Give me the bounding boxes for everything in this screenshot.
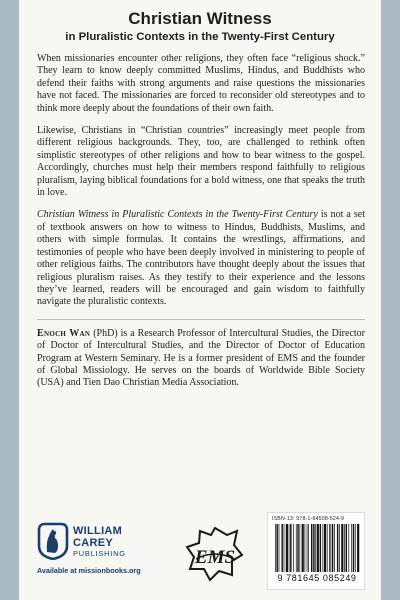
publisher-name-line1: WILLIAM bbox=[73, 525, 123, 537]
blurb bbox=[37, 53, 365, 400]
barcode-bars bbox=[274, 524, 360, 572]
barcode bbox=[267, 512, 365, 590]
ems-logo-text: EMS bbox=[194, 547, 236, 568]
author-bio bbox=[37, 328, 365, 390]
blurb-paragraph-3 bbox=[37, 209, 365, 308]
publisher-name-line3: PUBLISHING bbox=[73, 549, 126, 558]
barcode-digits: 9 781645 085249 bbox=[277, 573, 357, 583]
blurb-paragraph-2: Likewise, Christians in “Christian countries” increasingly meet people from different religious backgrounds. They, too, are challenged to rethink often simplistic stereotypes of other religions and how to bear witness to the gospel. Accordingly, churches must help their members respond faithfully to religious pluralism, laying biblical foundations for a bold witness, one that speaks the truth in love. bbox=[37, 125, 365, 199]
publisher-name-line2: CAREY bbox=[73, 537, 114, 549]
divider bbox=[37, 319, 365, 320]
book-subtitle: in Pluralistic Contexts in the Twenty-First Century bbox=[65, 31, 335, 43]
publisher-website: Available at missionbooks.org bbox=[37, 566, 141, 575]
publisher-logo bbox=[37, 522, 157, 582]
back-cover bbox=[19, 0, 381, 600]
publisher-emblem-icon bbox=[37, 522, 69, 560]
author-bio-text: (PhD) is a Research Professor of Intercultural Studies, the Director of Doctor of Intercultural Studies, and the Director of Doctor of Education Program at Western Seminary. He is a former president of EMS and the founder of Global Missiology. He serves on the boards of Worldwide Bible Society (USA) and Tien Dao Christian Media Association. bbox=[37, 327, 365, 389]
blurb-paragraph-1: When missionaries encounter other religions, they often face “religious shock.” They learn to know deeply committed Muslims, Hindus, and Buddhists who defend their faiths with strong arguments and raise questions the missionaries have not faced. The missionaries are forced to reconsider old stereotypes and to think more deeply about the foundations of their own faith. bbox=[37, 53, 365, 114]
book-title: Christian Witness bbox=[128, 9, 272, 28]
isbn-label: ISBN-13: 978-1-64508-524-9 bbox=[272, 516, 345, 522]
ems-logo bbox=[184, 525, 246, 583]
blurb-paragraph-3-text: is not a set of textbook answers on how to witness to Hindus, Buddhists, Muslims, and others with simple formulas. It contains the wrestlings, affirmations, and testimonies of people who have been deeply involved in ministering to people of other religious faiths. The contributors have thought deeply about the issues that religious pluralism raises. As they testify to their experience and the lessons they’ve learned, readers will be encouraged and gain wisdom to faithfully navigate the pluralistic contexts. bbox=[37, 209, 365, 308]
italic-book-title: Christian Witness in Pluralistic Contexts in the Twenty-First Century bbox=[37, 209, 318, 221]
author-name: Enoch Wan bbox=[37, 327, 91, 339]
